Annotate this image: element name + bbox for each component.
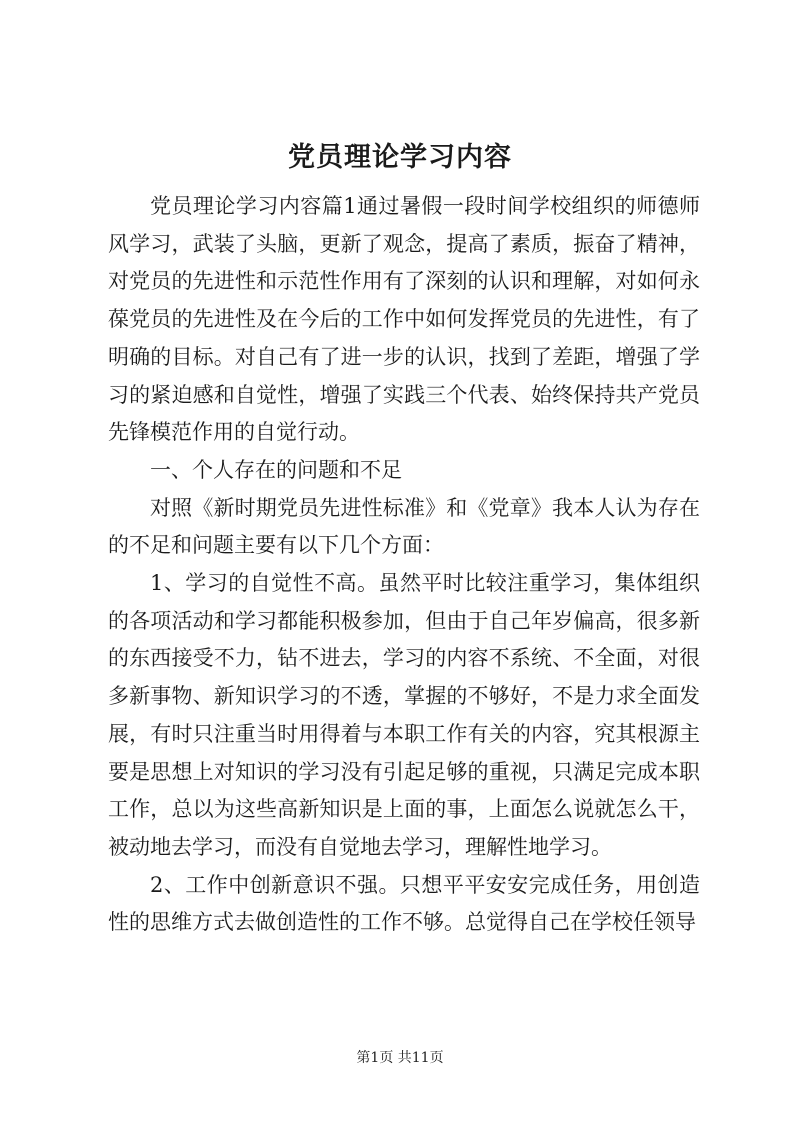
document-title: 党员理论学习内容 — [288, 142, 512, 173]
paragraph-intro: 党员理论学习内容篇1通过暑假一段时间学校组织的师德师风学习，武装了头脑，更新了观念，提高了素质，振奋了精神，对党员的先进性和示范性作用有了深刻的认识和理解，对如何永葆党员的先进性及在今后的工作中如何发挥党员的先进性，有了明确的目标。对自己有了进一步的认识，找到了差距，增强了学习的紧迫感和自觉性，增强了实践三个代表、始终保持共产党员先锋模范作用的自觉行动。 — [108, 194, 700, 445]
paragraph-section-heading: 一、个人存在的问题和不足 — [150, 457, 402, 482]
paragraph-point-1: 1、学习的自觉性不高。虽然平时比较注重学习，集体组织的各项活动和学习都能积极参加，但由于自己年岁偏高，很多新的东西接受不力，钻不进去，学习的内容不系统、不全面，对很多新事物、新知识学习的不透，掌握的不够好，不是力求全面发展，有时只注重当时用得着与本职工作有关的内容，究其根源主要是思想上对知识的学习没有引起足够的重视，只满足完成本职工作，总以为这些高新知识是上面的事，上面怎么说就怎么干，被动地去学习，而没有自觉地去学习，理解性地学习。 — [108, 571, 700, 859]
page-number-footer: 第1页 共11页 — [356, 1050, 444, 1066]
paragraph-point-2: 2、工作中创新意识不强。只想平平安安完成任务，用创造性的思维方式去做创造性的工作不够。总觉得自己在学校任领导 — [108, 872, 700, 935]
paragraph-standard: 对照《新时期党员先进性标准》和《党章》我本人认为存在的不足和问题主要有以下几个方面： — [108, 495, 700, 558]
document-body — [108, 188, 700, 942]
